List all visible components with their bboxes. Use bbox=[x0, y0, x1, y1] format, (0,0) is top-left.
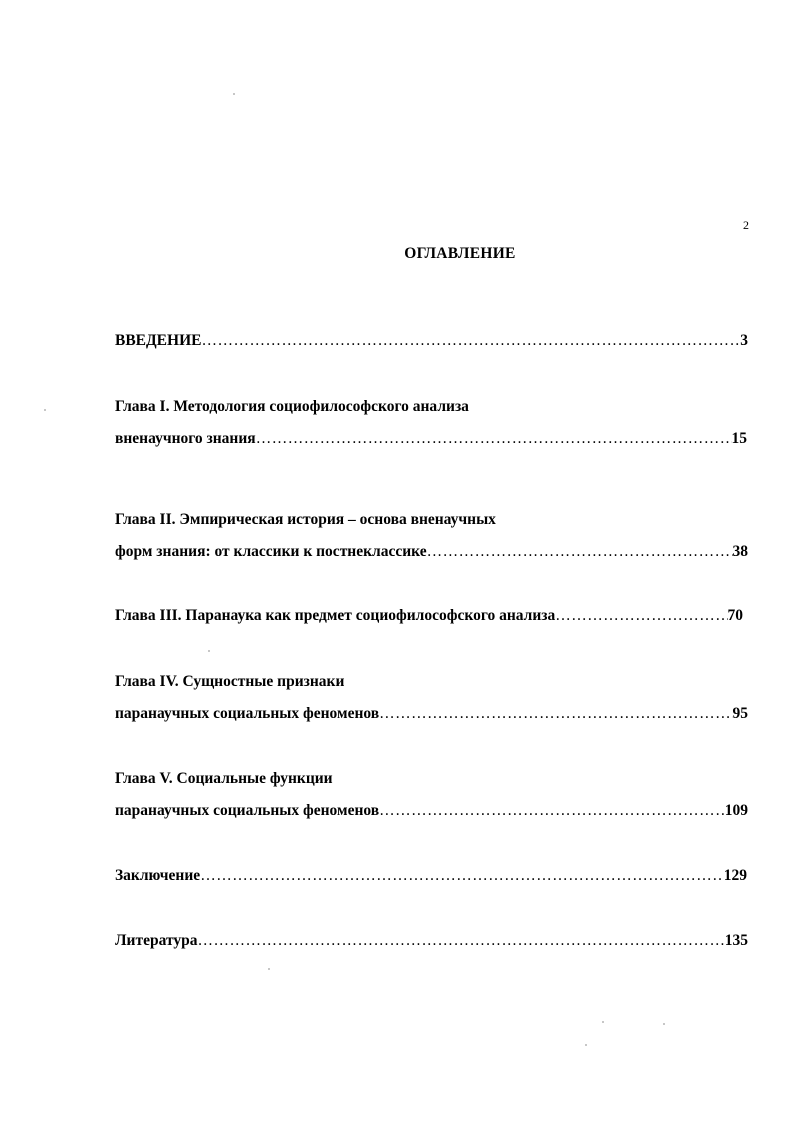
toc-entry-chapter-3 bbox=[115, 606, 743, 626]
scan-speck bbox=[663, 1023, 665, 1025]
toc-leader-dots bbox=[379, 801, 725, 821]
toc-entry-page: 95 bbox=[732, 705, 748, 722]
toc-entry-page: 3 bbox=[740, 332, 748, 349]
toc-entry-title: форм знания: от классики к постнеклассике bbox=[115, 543, 427, 560]
toc-entry-title: Заключение bbox=[115, 867, 201, 884]
toc-entry-chapter-1-line-1: Глава I. Методология социофилософского анализа bbox=[115, 398, 469, 415]
toc-entry-chapter-4 bbox=[115, 704, 748, 724]
toc-entry-page: 38 bbox=[732, 543, 748, 560]
toc-entry-chapter-4-line-1: Глава IV. Сущностные признаки bbox=[115, 673, 345, 690]
toc-entry-title: паранаучных социальных феноменов bbox=[115, 705, 380, 722]
scan-speck bbox=[585, 1044, 587, 1046]
toc-leader-dots bbox=[200, 866, 724, 886]
toc-entry-chapter-2-line-1: Глава II. Эмпирическая история – основа вненаучных bbox=[115, 511, 496, 528]
toc-entry-page: 15 bbox=[731, 430, 747, 447]
toc-entry-page: 129 bbox=[723, 867, 747, 884]
toc-leader-dots bbox=[256, 429, 732, 449]
page-number: 2 bbox=[743, 218, 749, 232]
toc-leader-dots bbox=[379, 704, 732, 724]
toc-entry-chapter-5-line-1: Глава V. Социальные функции bbox=[115, 770, 333, 787]
toc-entry-page: 70 bbox=[727, 607, 743, 624]
toc-entry-introduction bbox=[115, 331, 748, 351]
scan-speck bbox=[208, 650, 210, 652]
toc-entry-title: Литература bbox=[115, 932, 198, 949]
toc-entry-chapter-1 bbox=[115, 429, 747, 449]
toc-entry-conclusion bbox=[115, 866, 747, 886]
toc-entry-page: 109 bbox=[724, 802, 748, 819]
toc-leader-dots bbox=[555, 606, 727, 626]
toc-title: ОГЛАВЛЕНИЕ bbox=[404, 245, 516, 262]
toc-entry-chapter-2 bbox=[115, 542, 748, 562]
toc-leader-dots bbox=[197, 931, 724, 951]
scan-speck bbox=[233, 93, 235, 95]
toc-leader-dots bbox=[201, 331, 740, 351]
scan-speck bbox=[268, 968, 270, 970]
toc-entry-page: 135 bbox=[724, 932, 748, 949]
toc-entry-chapter-5 bbox=[115, 801, 748, 821]
toc-entry-title: Глава III. Паранаука как предмет социофилософского анализа bbox=[115, 607, 556, 624]
toc-entry-title: ВВЕДЕНИЕ bbox=[115, 332, 202, 349]
scan-speck bbox=[44, 409, 46, 411]
toc-entry-bibliography bbox=[115, 931, 748, 951]
toc-leader-dots bbox=[427, 542, 733, 562]
toc-entry-title: паранаучных социальных феноменов bbox=[115, 802, 380, 819]
toc-entry-title: вненаучного знания bbox=[115, 430, 256, 447]
scan-speck bbox=[602, 1021, 604, 1023]
